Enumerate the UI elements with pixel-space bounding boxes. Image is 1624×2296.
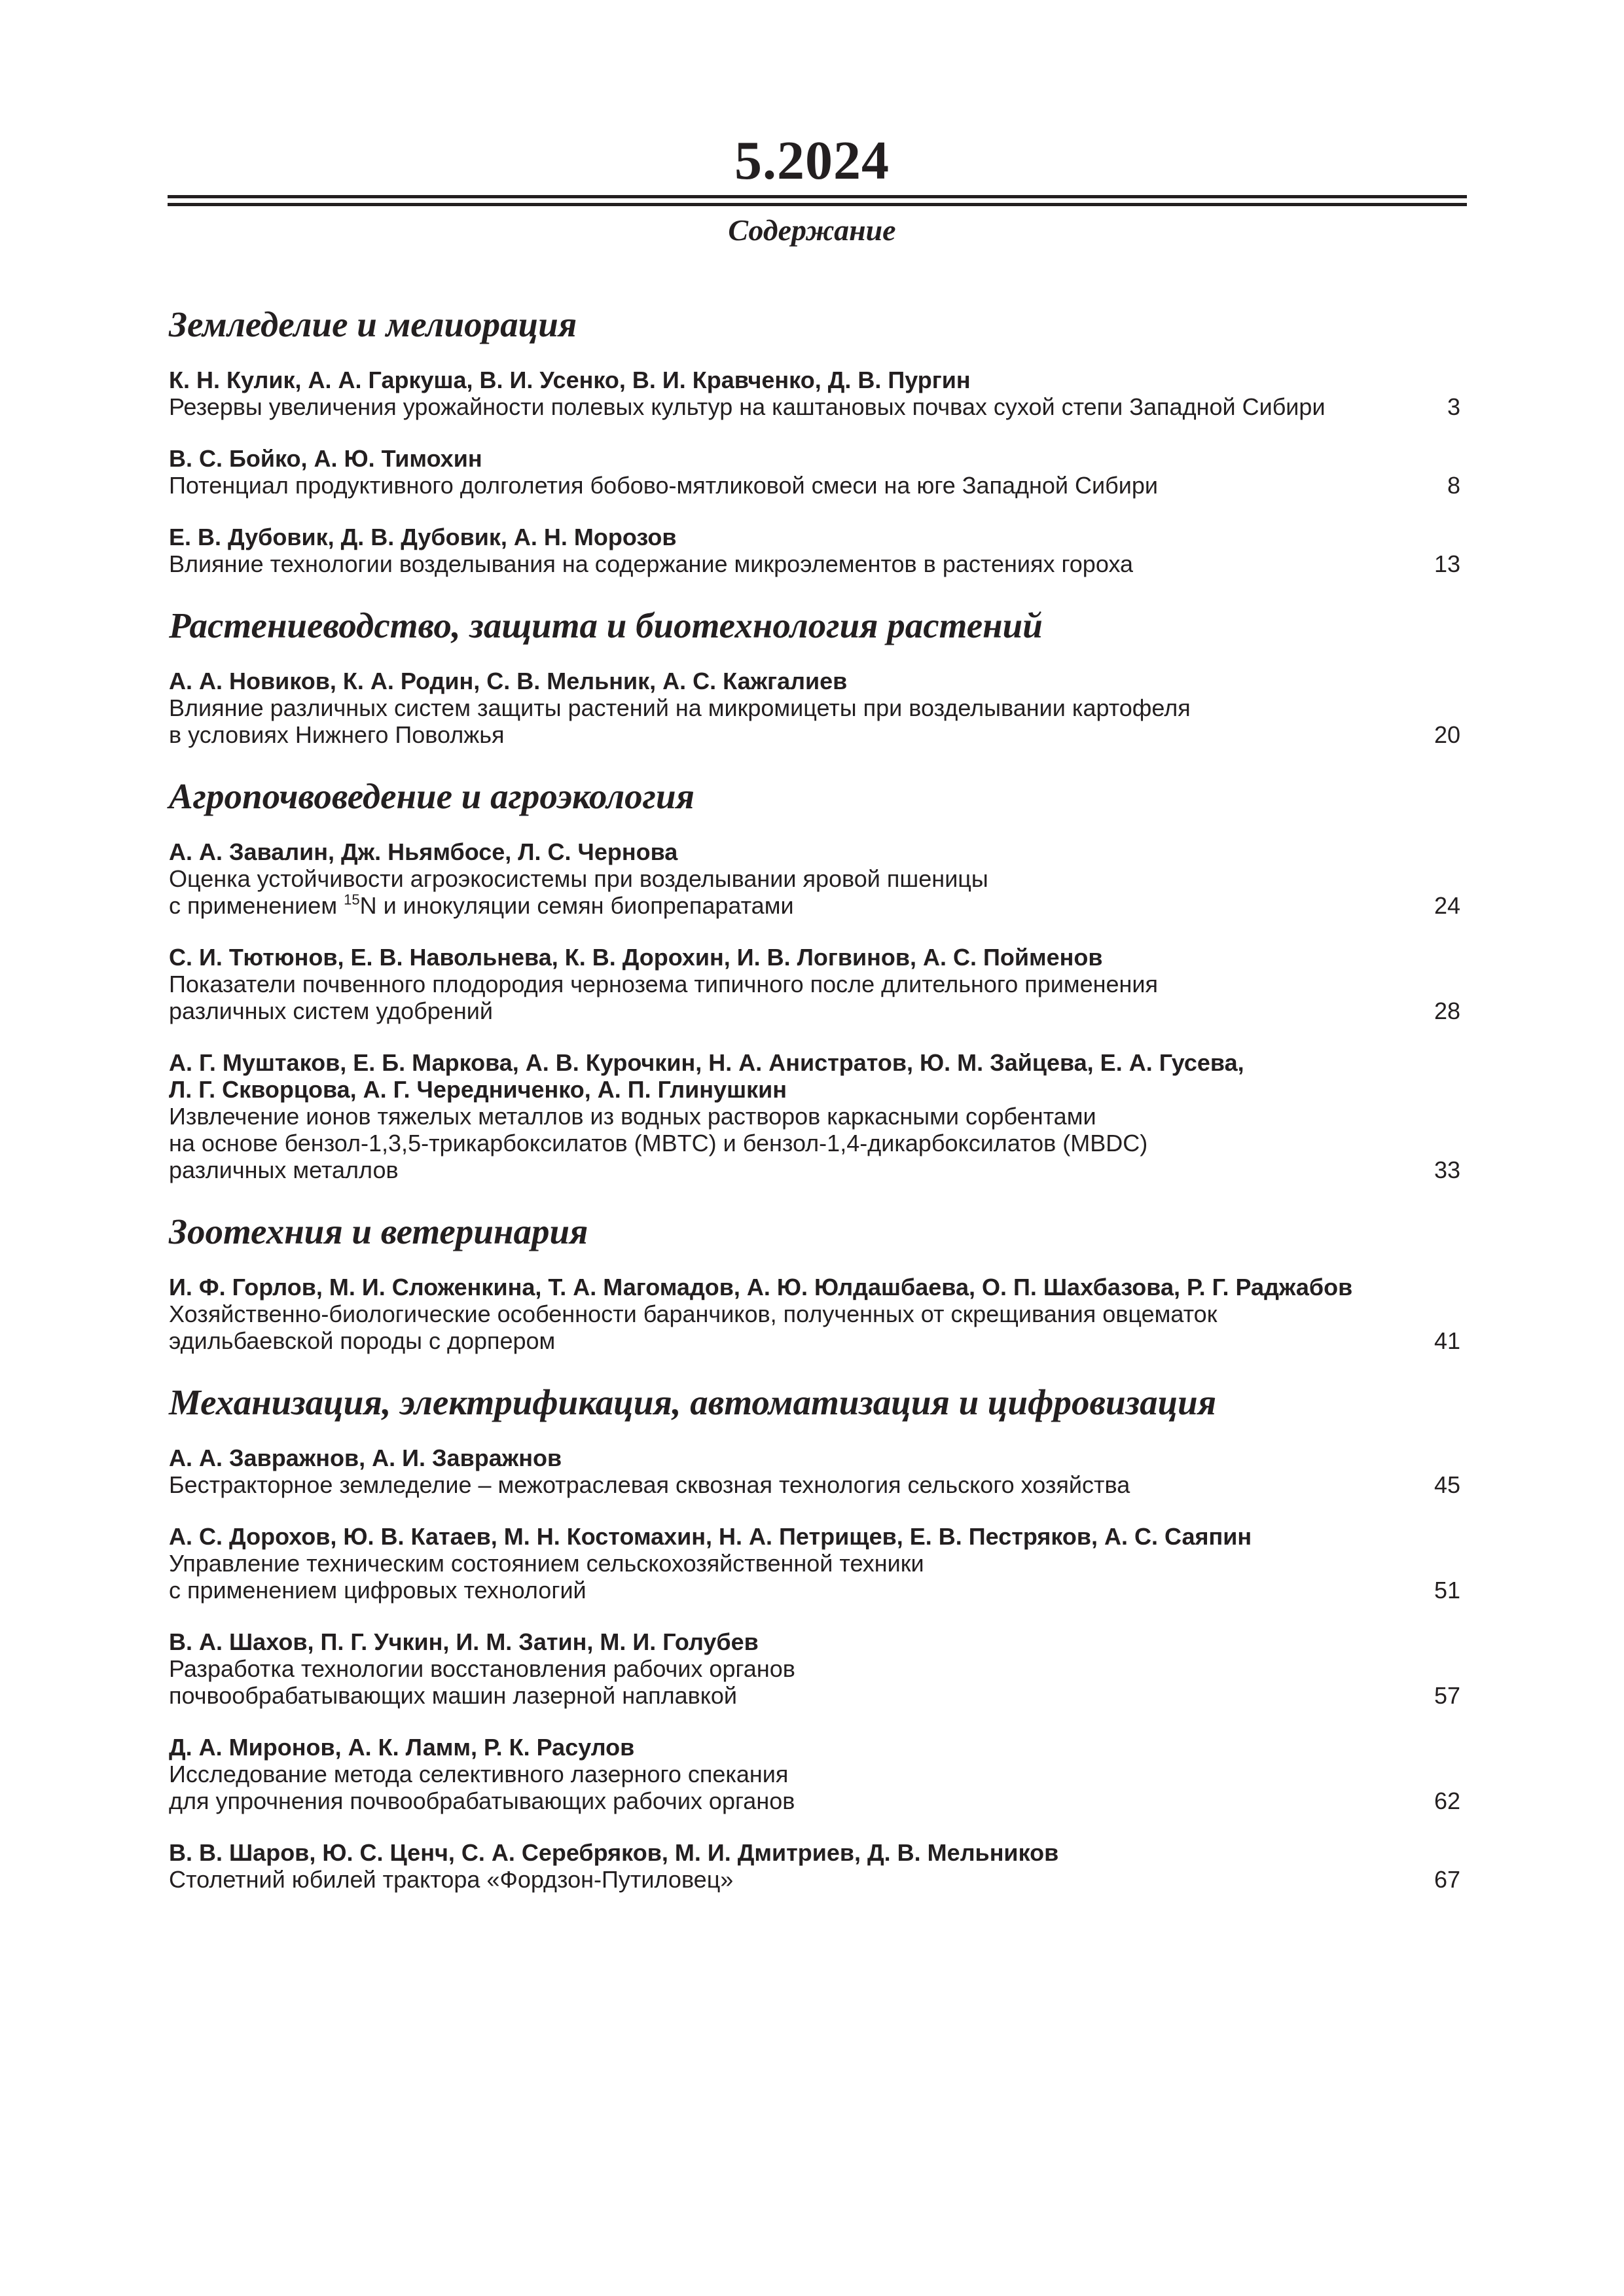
entry-authors: Е. В. Дубовик, Д. В. Дубовик, А. Н. Морозов — [169, 524, 677, 550]
table-of-contents — [169, 302, 1460, 1918]
entry-authors: А. А. Завражнов, А. И. Завражнов — [169, 1444, 562, 1471]
toc-entry[interactable] — [169, 1274, 1460, 1354]
toc-entry[interactable] — [169, 1734, 1460, 1814]
entry-authors: И. Ф. Горлов, М. И. Сложенкина, Т. А. Магомадов, А. Ю. Юлдашбаева, О. П. Шахбазова, Р. Г. Раджабов — [169, 1274, 1353, 1300]
page-number: 8 — [1447, 472, 1460, 499]
entry-title: Столетний юбилей трактора «Фордзон-Путиловец» — [169, 1866, 734, 1893]
section-title: Механизация, электрификация, автоматизация и цифровизация — [169, 1382, 1217, 1422]
section-title: Растениеводство, защита и биотехнология растений — [169, 605, 1043, 645]
entry-title: Извлечение ионов тяжелых металлов из водных растворов каркасными сорбентами на основе бензол-1,3,5-трикарбоксилатов (MBTC) и бензол-1,4-дикарбоксилатов (MBDC) различных металлов — [169, 1103, 1148, 1183]
page-number: 51 — [1434, 1577, 1460, 1604]
page-number: 20 — [1434, 721, 1460, 748]
toc-entry[interactable] — [169, 668, 1460, 748]
page-number: 33 — [1434, 1157, 1460, 1183]
toc-section — [169, 1380, 1460, 1893]
entry-authors: А. С. Дорохов, Ю. В. Катаев, М. Н. Костомахин, Н. А. Петрищев, Е. В. Пестряков, А. С. Саяпин — [169, 1523, 1252, 1550]
entry-title: Исследование метода селективного лазерного спекания для упрочнения почвообрабатывающих рабочих органов — [169, 1761, 795, 1814]
section-title: Зоотехния и ветеринария — [169, 1211, 588, 1251]
entry-title: Резервы увеличения урожайности полевых культур на каштановых почвах сухой степи Западной Сибири — [169, 393, 1326, 420]
entry-authors: В. В. Шаров, Ю. С. Ценч, С. А. Серебряков, М. И. Дмитриев, Д. В. Мельников — [169, 1839, 1059, 1866]
entry-title — [169, 865, 1408, 919]
contents-heading: Содержание — [728, 213, 896, 247]
toc-section — [169, 1210, 1460, 1354]
entry-title: Управление техническим состоянием сельскохозяйственной техники с применением цифровых технологий — [169, 1550, 924, 1604]
entry-authors: А. А. Новиков, К. А. Родин, С. В. Мельник, А. С. Кажгалиев — [169, 668, 848, 694]
entry-authors: В. А. Шахов, П. Г. Учкин, И. М. Затин, М. И. Голубев — [169, 1628, 759, 1655]
toc-entry[interactable] — [169, 367, 1460, 420]
page-number: 62 — [1434, 1787, 1460, 1814]
section-title: Земледелие и мелиорация — [169, 304, 577, 344]
toc-entry[interactable] — [169, 1444, 1460, 1498]
page-number: 41 — [1434, 1327, 1460, 1354]
entry-authors: Д. А. Миронов, А. К. Ламм, Р. К. Расулов — [169, 1734, 635, 1761]
page-number: 24 — [1434, 892, 1460, 919]
toc-entry[interactable] — [169, 838, 1460, 919]
entry-title-part: Оценка устойчивости агроэкосистемы при возделывании яровой пшеницы с применением — [169, 865, 988, 919]
toc-entry[interactable] — [169, 1839, 1460, 1893]
entry-authors: В. С. Бойко, А. Ю. Тимохин — [169, 445, 482, 472]
entry-authors: С. И. Тютюнов, Е. В. Навольнева, К. В. Дорохин, И. В. Логвинов, А. С. Пойменов — [169, 944, 1103, 971]
toc-entry[interactable] — [169, 944, 1460, 1024]
entry-authors: А. А. Завалин, Дж. Ньямбосе, Л. С. Чернова — [169, 838, 678, 865]
toc-section — [169, 774, 1460, 1183]
entry-title: Бестракторное земледелие – межотраслевая сквозная технология сельского хозяйства — [169, 1471, 1130, 1498]
page-number: 57 — [1434, 1682, 1460, 1709]
page-number: 67 — [1434, 1866, 1460, 1893]
section-title: Агропочвоведение и агроэкология — [169, 776, 695, 816]
entry-authors: К. Н. Кулик, А. А. Гаркуша, В. И. Усенко, В. И. Кравченко, Д. В. Пургин — [169, 367, 971, 393]
isotope-superscript: 15 — [344, 891, 360, 908]
entry-title: Потенциал продуктивного долголетия бобово-мятликовой смеси на юге Западной Сибири — [169, 472, 1158, 499]
toc-entry[interactable] — [169, 1628, 1460, 1709]
entry-title: Влияние технологии возделывания на содержание микроэлементов в растениях гороха — [169, 550, 1134, 577]
entry-authors: А. Г. Муштаков, Е. Б. Маркова, А. В. Курочкин, Н. А. Анистратов, Ю. М. Зайцева, Е. А. Гусева, Л. Г. Скворцова, А. Г. Чередниченко, А. П. Глинушкин — [169, 1049, 1244, 1103]
toc-entry[interactable] — [169, 1049, 1460, 1183]
toc-section — [169, 603, 1460, 748]
toc-section — [169, 302, 1460, 577]
page-number: 28 — [1434, 997, 1460, 1024]
entry-title: Влияние различных систем защиты растений на микромицеты при возделывании картофеля в условиях Нижнего Поволжья — [169, 694, 1191, 748]
toc-entry[interactable] — [169, 1523, 1460, 1604]
toc-entry[interactable] — [169, 524, 1460, 577]
entry-title: Показатели почвенного плодородия чернозема типичного после длительного применения различных систем удобрений — [169, 971, 1159, 1024]
entry-title-part: N и инокуляции семян биопрепаратами — [359, 892, 794, 919]
double-rule — [168, 195, 1467, 206]
issue-number: 5.2024 — [734, 130, 890, 191]
page-number: 13 — [1434, 550, 1460, 577]
page-number: 3 — [1447, 393, 1460, 420]
toc-entry[interactable] — [169, 445, 1460, 499]
page-number: 45 — [1434, 1471, 1460, 1498]
entry-title: Разработка технологии восстановления рабочих органов почвообрабатывающих машин лазерной наплавкой — [169, 1655, 795, 1709]
entry-title: Хозяйственно-биологические особенности баранчиков, полученных от скрещивания овцематок эдильбаевской породы с дорпером — [169, 1300, 1218, 1354]
